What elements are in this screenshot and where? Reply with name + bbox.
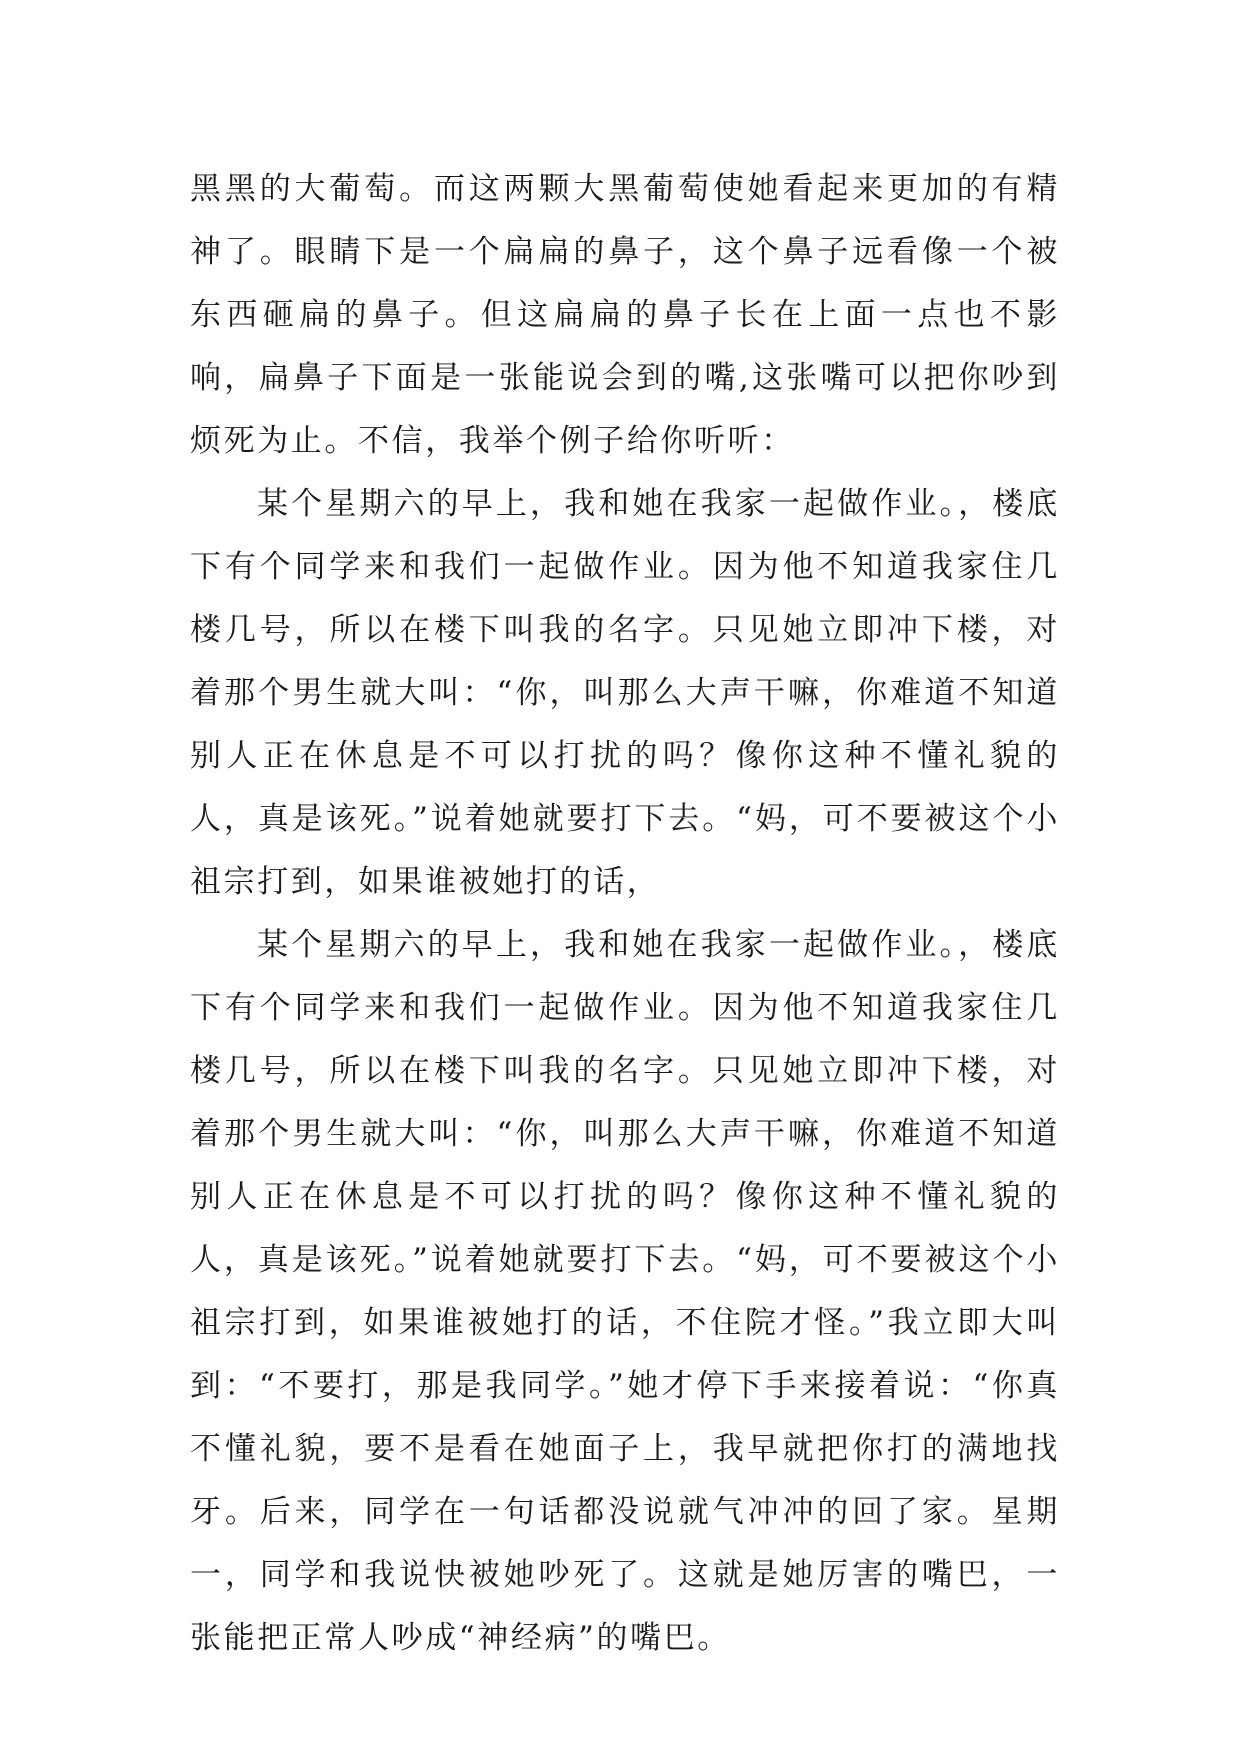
paragraph-2: 某个星期六的早上，我和她在我家一起做作业。，楼底下有个同学来和我们一起做作业。因为他不知道我家住几楼几号，所以在楼下叫我的名字。只见她立即冲下楼，对着那个男生就大叫：“你，叫那么大声干嘛，你难道不知道别人正在休息是不可以打扰的吗？像你这种不懂礼貌的人，真是该死。”说着她就要打下去。“妈，可不要被这个小祖宗打到，如果谁被她打的话， <box>190 486 1060 900</box>
paragraph-3: 某个星期六的早上，我和她在我家一起做作业。，楼底下有个同学来和我们一起做作业。因为他不知道我家住几楼几号，所以在楼下叫我的名字。只见她立即冲下楼，对着那个男生就大叫：“你，叫那么大声干嘛，你难道不知道别人正在休息是不可以打扰的吗？像你这种不懂礼貌的人，真是该死。”说着她就要打下去。“妈，可不要被这个小祖宗打到，如果谁被她打的话，不住院才怪。”我立即大叫到：“不要打，那是我同学。”她才停下手来接着说：“你真不懂礼貌，要不是看在她面子上，我早就把你打的满地找牙。后来，同学在一句话都没说就气冲冲的回了家。星期一，同学和我说快被她吵死了。这就是她厉害的嘴巴，一张能把正常人吵成“神经病”的嘴巴。 <box>190 927 1060 1656</box>
document-body <box>190 158 1060 1670</box>
paragraph-1: 黑黑的大葡萄。而这两颗大黑葡萄使她看起来更加的有精神了。眼睛下是一个扁扁的鼻子，这个鼻子远看像一个被东西砸扁的鼻子。但这扁扁的鼻子长在上面一点也不影响，扁鼻子下面是一张能说会到的嘴,这张嘴可以把你吵到烦死为止。不信，我举个例子给你听听： <box>190 171 1060 459</box>
